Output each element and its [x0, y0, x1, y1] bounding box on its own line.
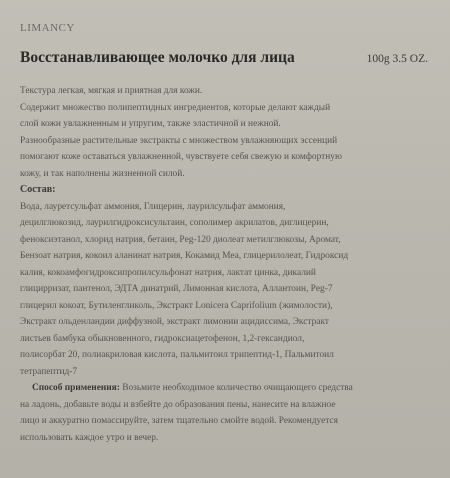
label-body — [20, 83, 432, 446]
description-line: Разнообразные растительные экстракты с множеством увлажняющих эссенций — [20, 135, 338, 146]
composition — [20, 199, 432, 381]
usage-line: использовать каждое утро и вечер. — [20, 432, 159, 443]
composition-line: глицирризат, пантенол, ЭДТА динатрий, Лимонная кислота, Аллантоин, Peg-7 — [20, 284, 333, 294]
description-line: Содержит множество полипептидных ингредиентов, которые делают каждый — [20, 102, 331, 113]
composition-line: полисорбат 20, полиакриловая кислота, пальмитоил трипептид-1, Пальмитоил — [20, 350, 334, 360]
product-title: Восстанавливающее молочко для лица — [20, 49, 295, 66]
description-line: кожу, и так наполнены жизненной силой. — [20, 168, 185, 179]
description-line: Текстура легкая, мягкая и приятная для кожи. — [20, 86, 203, 96]
description — [20, 83, 432, 182]
composition-line: Вода, лауретсульфат аммония, Глицерин, лаурилсульфат аммония, — [20, 201, 286, 212]
composition-line: Бензоат натрия, кокоил аланинат натрия, Кокамид Меа, глицерилолеат, Гидроксид — [20, 251, 349, 261]
composition-heading: Состав: — [20, 184, 56, 195]
description-line: помогают коже оставаться увлажненной, чувствуете себя свежую и комфортную — [20, 152, 342, 162]
usage-line: на ладонь, добавьте воды и взбейте до образования пены, нанесите на влажное — [20, 399, 336, 410]
description-line: слой кожи увлажненным и упругим, также эластичной и нежной. — [20, 119, 281, 129]
composition-line: листьев бамбука обыкновенного, гидроксиацетофенон, 1,2-гександиол, — [20, 333, 305, 344]
usage-line — [20, 380, 432, 397]
brand-name: LIMANCY — [20, 22, 75, 34]
usage-instructions — [20, 380, 432, 446]
usage-line: лицо и аккуратно помассируйте, затем тщательно смойте водой. Рекомендуется — [20, 416, 338, 426]
composition-line: децилглюкозид, лаурилгидроксисультаин, сополимер акрилатов, диглицерин, — [20, 218, 329, 228]
composition-line: тетрапептид-7 — [20, 366, 78, 377]
usage-text: Возьмите необходимое количество очищающего средства — [119, 383, 353, 393]
composition-line: феноксиэтанол, хлорид натрия, бетаин, Peg-120 диолеат метилглюкозы, Аромат, — [20, 234, 341, 245]
composition-line: Экстракт ольденландии диффузной, экстракт лимонии ацидиссима, Экстракт — [20, 317, 329, 327]
usage-label: Способ применения: — [32, 383, 120, 393]
composition-line: калия, кокоамфогидроксипропилсульфонат натрия, лактат цинка, дикалий — [20, 267, 316, 278]
net-weight: 100g 3.5 OZ. — [366, 53, 428, 65]
composition-line: глицерил кокоат, Бутиленгликоль, Экстракт Lonicera Caprifolium (жимолости), — [20, 300, 333, 311]
